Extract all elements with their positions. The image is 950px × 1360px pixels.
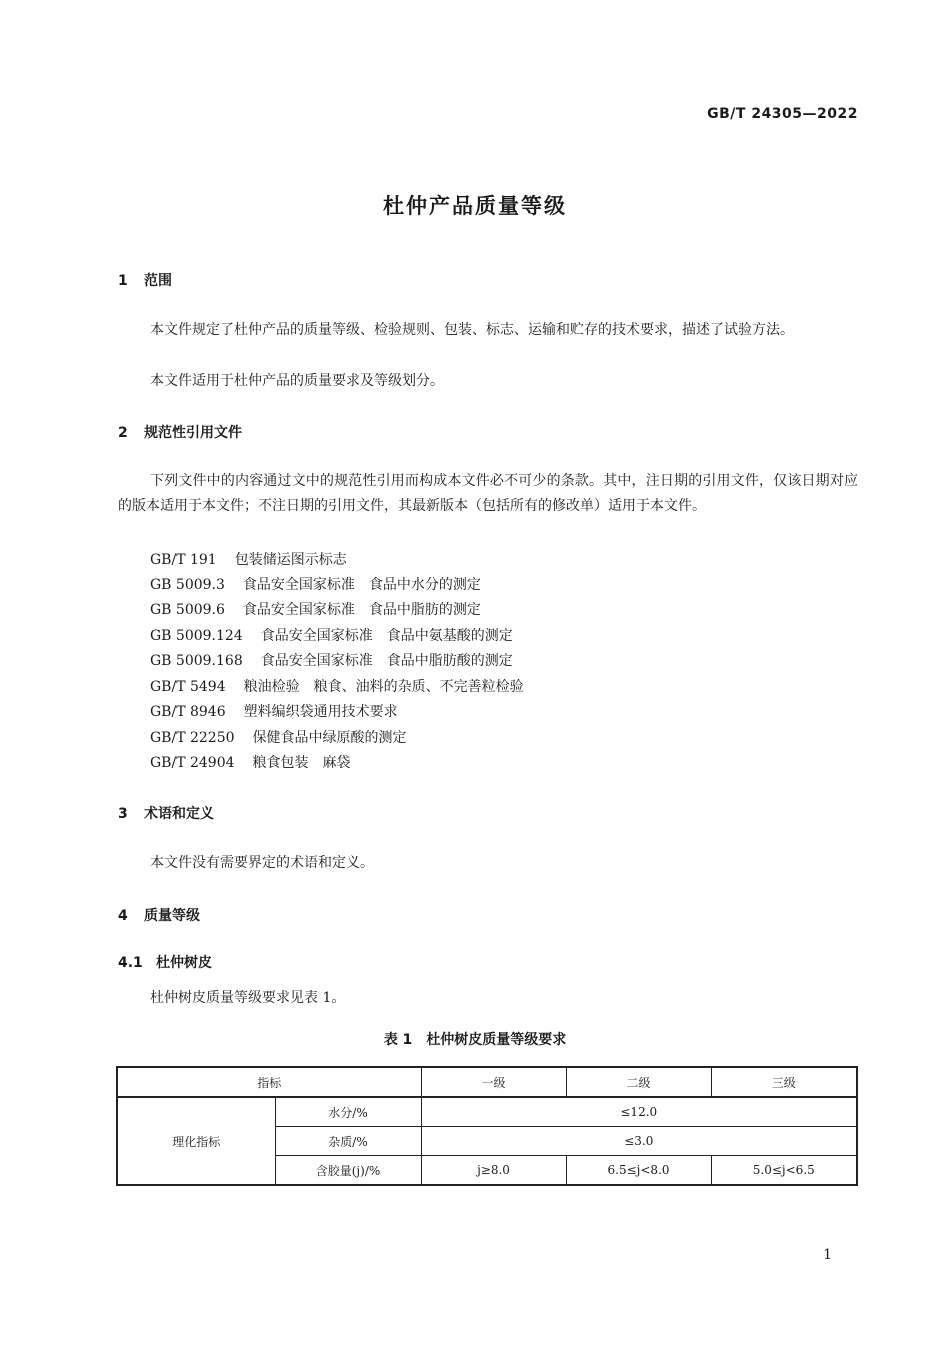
- reference-item: [150, 625, 513, 645]
- reference-item: [150, 752, 351, 772]
- reference-code: GB/T 191: [150, 552, 217, 568]
- terms-paragraph: 本文件没有需要界定的术语和定义。: [150, 855, 374, 871]
- reference-name: 包装储运图示标志: [234, 552, 347, 568]
- reference-code: GB/T 5494: [150, 679, 226, 695]
- reference-code: GB 5009.168: [150, 653, 243, 669]
- header-grade-3: 三级: [711, 1067, 857, 1097]
- scope-paragraph-2: 本文件适用于杜仲产品的质量要求及等级划分。: [150, 373, 444, 389]
- header-grade-2: 二级: [566, 1067, 711, 1097]
- section-number: 4: [118, 908, 128, 924]
- table-caption: [0, 1029, 950, 1049]
- reference-code: GB/T 8946: [150, 704, 226, 720]
- reference-name: 保健食品中绿原酸的测定: [252, 730, 407, 746]
- table-header-row: [117, 1067, 857, 1097]
- section-heading-1: [118, 270, 172, 290]
- reference-name: 食品安全国家标准 食品中氨基酸的测定: [260, 628, 513, 644]
- row-value-grade-2: 6.5≤j<8.0: [566, 1156, 711, 1186]
- table-caption-title: 杜仲树皮质量等级要求: [426, 1032, 567, 1048]
- reference-item: [150, 701, 398, 721]
- reference-name: 食品安全国家标准 食品中水分的测定: [242, 577, 481, 593]
- reference-code: GB/T 24904: [150, 755, 235, 771]
- row-value-grade-1: j≥8.0: [421, 1156, 566, 1186]
- section-number: 3: [118, 806, 128, 822]
- section-heading-4: [118, 905, 200, 925]
- document-title: 杜仲产品质量等级: [383, 194, 567, 218]
- section-number: 2: [118, 425, 128, 441]
- reference-item: [150, 549, 347, 569]
- row-value-grade-3: 5.0≤j<6.5: [711, 1156, 857, 1186]
- reference-code: GB/T 22250: [150, 730, 235, 746]
- row-item: 含胶量(j)/%: [275, 1156, 421, 1186]
- reference-item: [150, 676, 524, 696]
- reference-name: 食品安全国家标准 食品中脂肪的测定: [242, 602, 481, 618]
- section-number: 4.1: [118, 955, 143, 971]
- row-value-all-grades: ≤12.0: [421, 1097, 857, 1127]
- reference-item: [150, 599, 481, 619]
- row-value-all-grades: ≤3.0: [421, 1127, 857, 1156]
- section-title: 规范性引用文件: [144, 425, 242, 441]
- table-caption-number: 表 1: [383, 1032, 413, 1048]
- reference-name: 粮食包装 麻袋: [252, 755, 351, 771]
- reference-name: 食品安全国家标准 食品中脂肪酸的测定: [260, 653, 513, 669]
- references-intro: 下列文件中的内容通过文中的规范性引用而构成本文件必不可少的条款。其中，注日期的引用文件，仅该日期对应的版本适用于本文件；不注日期的引用文件，其最新版本（包括所有的修改单）适用于本文件。: [118, 473, 858, 514]
- subsection-heading-4-1: [118, 952, 212, 972]
- row-item: 水分/%: [275, 1097, 421, 1127]
- standard-code: GB/T 24305—2022: [707, 106, 858, 122]
- reference-code: GB 5009.6: [150, 602, 225, 618]
- section-heading-3: [118, 803, 214, 823]
- section-title: 杜仲树皮: [156, 955, 212, 971]
- section-title: 术语和定义: [144, 806, 214, 822]
- table-row: [117, 1097, 857, 1127]
- reference-item: [150, 650, 513, 670]
- header-indicator: 指标: [117, 1067, 421, 1097]
- reference-item: [150, 727, 407, 747]
- group-label: 理化指标: [117, 1097, 275, 1185]
- scope-paragraph-1: 本文件规定了杜仲产品的质量等级、检验规则、包装、标志、运输和贮存的技术要求，描述了试验方法。: [150, 322, 794, 338]
- reference-name: 粮油检验 粮食、油料的杂质、不完善粒检验: [243, 679, 524, 695]
- section-title: 范围: [144, 273, 172, 289]
- quality-grade-table: [116, 1066, 858, 1186]
- bark-intro-paragraph: 杜仲树皮质量等级要求见表 1。: [150, 990, 346, 1006]
- reference-code: GB 5009.124: [150, 628, 243, 644]
- section-number: 1: [118, 273, 128, 289]
- page-number: 1: [823, 1247, 832, 1263]
- header-grade-1: 一级: [421, 1067, 566, 1097]
- reference-name: 塑料编织袋通用技术要求: [243, 704, 398, 720]
- row-item: 杂质/%: [275, 1127, 421, 1156]
- section-title: 质量等级: [144, 908, 200, 924]
- reference-item: [150, 574, 481, 594]
- section-heading-2: [118, 422, 242, 442]
- reference-code: GB 5009.3: [150, 577, 225, 593]
